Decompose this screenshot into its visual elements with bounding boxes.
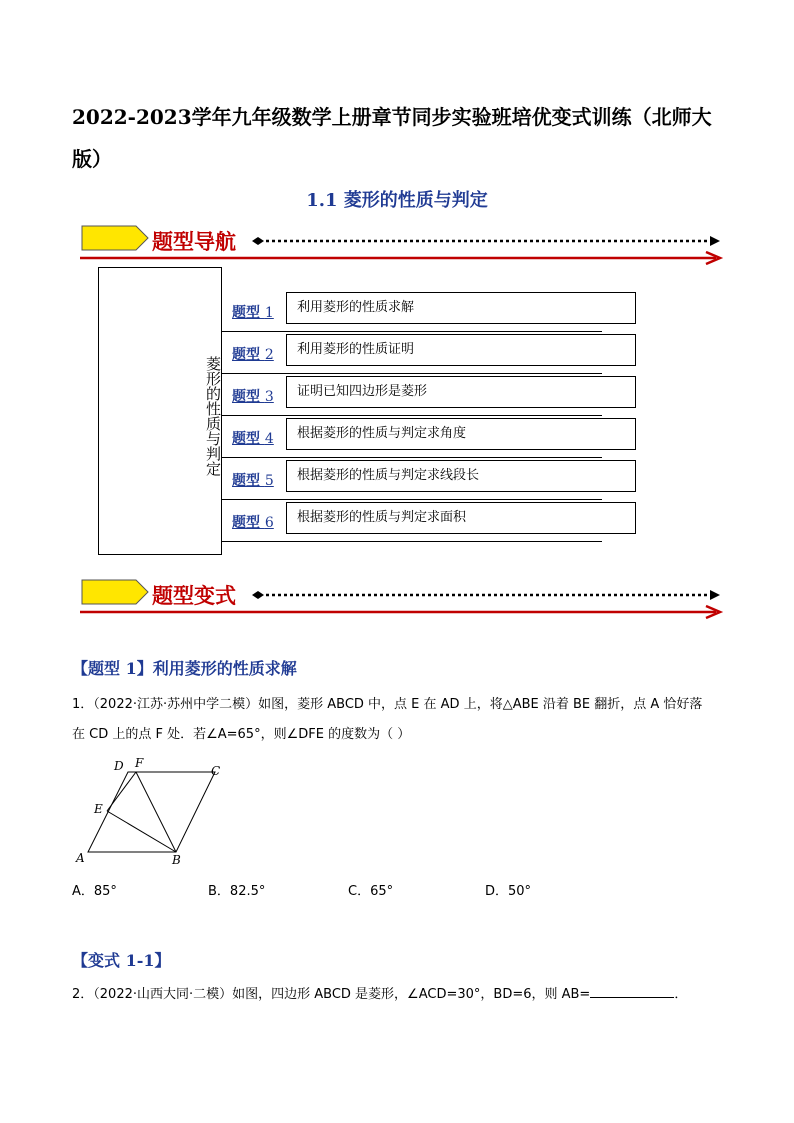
choice-c[interactable]: C．65° bbox=[348, 884, 394, 899]
nav-type-row bbox=[222, 418, 642, 458]
nav-banner bbox=[80, 222, 730, 268]
question-1-line1: 1．（2022·江苏·苏州中学二模）如图，菱形 ABCD 中，点 E 在 AD 上，将△ABE 沿着 BE 翻折，点 A 恰好落 bbox=[72, 697, 703, 712]
document-title: 2022-2023学年九年级数学上册章节同步实验班培优变式训练（北师大版） bbox=[72, 105, 712, 171]
yellow-tag-icon bbox=[82, 580, 148, 604]
type-label: 题型 1 bbox=[232, 305, 274, 321]
nav-type-row bbox=[222, 460, 642, 500]
label-C: C bbox=[211, 764, 221, 778]
question-1-line2: 在 CD 上的点 F 处．若∠A=65°，则∠DFE 的度数为（ ） bbox=[72, 727, 411, 742]
nav-type-row bbox=[222, 502, 642, 542]
answer-blank[interactable] bbox=[590, 983, 674, 998]
nav-type-row bbox=[222, 376, 642, 416]
arrow-right-icon bbox=[710, 236, 720, 246]
type-box: 证明已知四边形是菱形 bbox=[286, 376, 636, 408]
nav-type-row bbox=[222, 292, 642, 332]
type-box: 根据菱形的性质与判定求线段长 bbox=[286, 460, 636, 492]
type-label: 题型 4 bbox=[232, 431, 274, 447]
variant-1-1-heading: 【变式 1-1】 bbox=[72, 951, 171, 970]
type-label: 题型 6 bbox=[232, 515, 274, 531]
type-label: 题型 2 bbox=[232, 347, 274, 363]
type-box: 利用菱形的性质求解 bbox=[286, 292, 636, 324]
nav-type-row bbox=[222, 334, 642, 374]
label-F: F bbox=[135, 756, 144, 770]
type-box: 利用菱形的性质证明 bbox=[286, 334, 636, 366]
variants-banner-label: 题型变式 bbox=[152, 583, 236, 608]
nav-root-box bbox=[98, 267, 222, 555]
variants-banner bbox=[80, 576, 730, 622]
question-2-text: 2．（2022·山西大同·二模）如图，四边形 ABCD 是菱形，∠ACD=30°，BD=6，则 AB= bbox=[72, 987, 591, 1002]
choice-a[interactable]: A．85° bbox=[72, 884, 117, 899]
diamond-icon bbox=[252, 237, 264, 245]
nav-banner-label: 题型导航 bbox=[152, 229, 236, 254]
label-E: E bbox=[94, 802, 103, 816]
label-B: B bbox=[172, 853, 181, 867]
diamond-icon bbox=[252, 591, 264, 599]
type-label: 题型 3 bbox=[232, 389, 274, 405]
choice-b[interactable]: B．82.5° bbox=[208, 884, 266, 899]
label-A: A bbox=[76, 851, 85, 865]
type-box: 根据菱形的性质与判定求角度 bbox=[286, 418, 636, 450]
type-label: 题型 5 bbox=[232, 473, 274, 489]
type1-heading: 【题型 1】利用菱形的性质求解 bbox=[72, 659, 297, 678]
yellow-tag-icon bbox=[82, 226, 148, 250]
type-box: 根据菱形的性质与判定求面积 bbox=[286, 502, 636, 534]
label-D: D bbox=[114, 759, 124, 773]
choice-d[interactable]: D．50° bbox=[485, 884, 532, 899]
arrow-right-icon bbox=[710, 590, 720, 600]
nav-root-label: 菱形的性质与判定 bbox=[204, 356, 222, 476]
question-2: 2．（2022·山西大同·二模）如图，四边形 ABCD 是菱形，∠ACD=30°，BD=6，则 AB= ． bbox=[72, 980, 732, 1010]
section-title: 1.1 菱形的性质与判定 bbox=[306, 190, 488, 211]
rhombus-figure bbox=[72, 756, 242, 868]
